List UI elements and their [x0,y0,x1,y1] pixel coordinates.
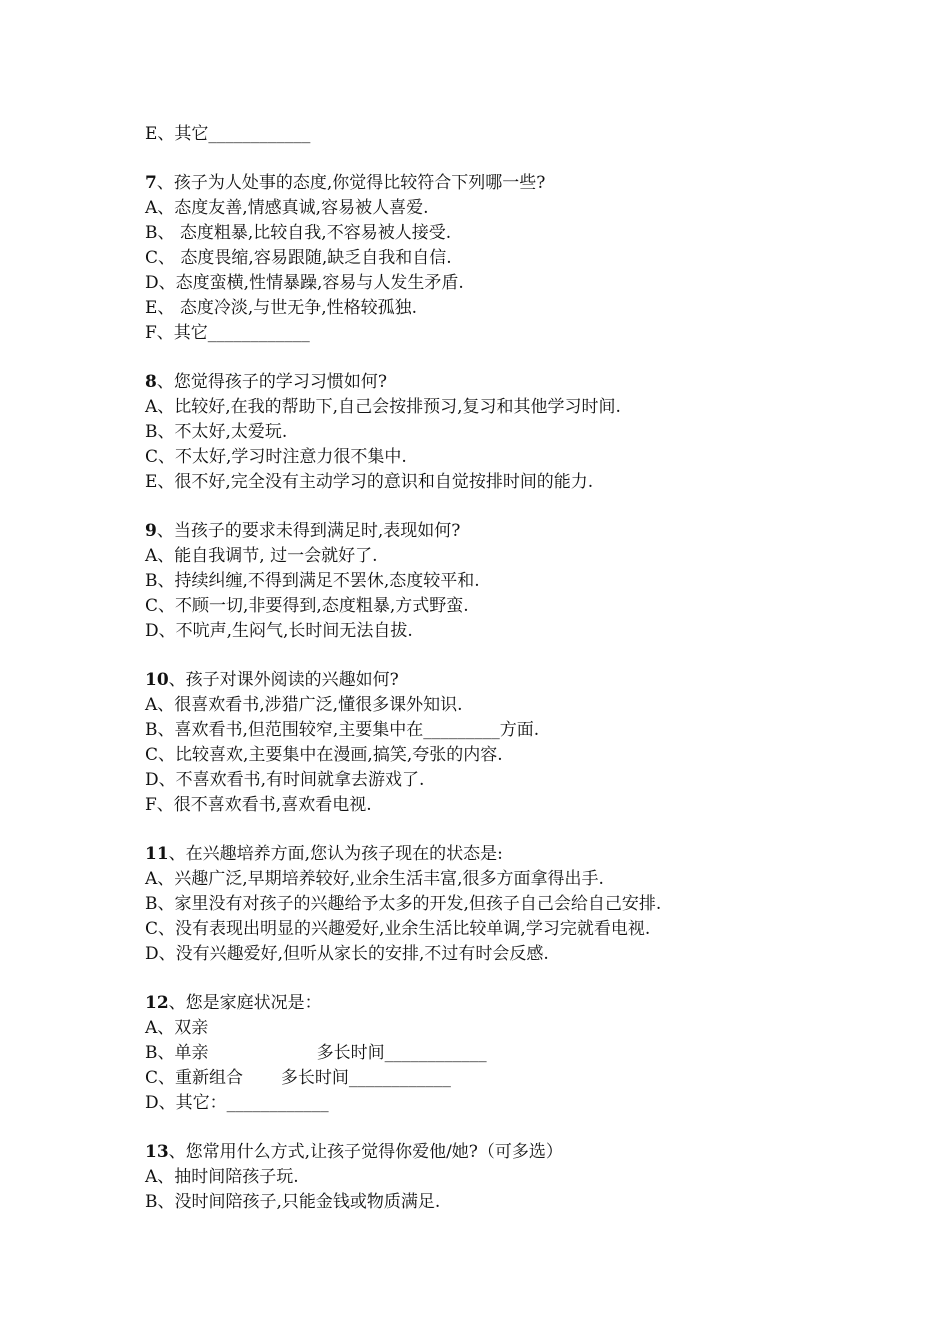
question-title [145,991,865,1016]
question-title [145,171,865,196]
question-text: 、您常用什么方式,让孩子觉得你爱他/她?（可多选） [168,1142,563,1162]
option-line: A、双亲 [145,1018,209,1038]
option-line: A、兴趣广泛,早期培养较好,业余生活丰富,很多方面拿得出手. [145,869,604,889]
option-line: B、单亲 多长时间____________ [145,1043,487,1063]
spacer [145,644,865,668]
option-line: B、不太好,太爱玩. [145,422,288,442]
question-text: 、在兴趣培养方面,您认为孩子现在的状态是: [168,844,503,864]
option-line: B、喜欢看书,但范围较窄,主要集中在_________方面. [145,720,540,740]
option-line: A、很喜欢看书,涉猎广泛,懂很多课外知识. [145,695,463,715]
spacer [145,147,865,171]
option-line: A、态度友善,情感真诚,容易被人喜爱. [145,198,429,218]
option-line: C、重新组合 多长时间____________ [145,1068,451,1088]
question-number: 7 [145,173,157,193]
option-line: B、持续纠缠,不得到满足不罢休,态度较平和. [145,571,480,591]
spacer [145,1116,865,1140]
option-line: E、 态度冷淡,与世无争,性格较孤独. [145,298,418,318]
option-line: D、其它：____________ [145,1093,329,1113]
option-line: C、没有表现出明显的兴趣爱好,业余生活比较单调,学习完就看电视. [145,919,651,939]
option-line: C、 态度畏缩,容易跟随,缺乏自我和自信. [145,248,452,268]
question-block [145,991,865,1116]
question-block [145,519,865,644]
question-block [145,842,865,967]
question-text: 、孩子对课外阅读的兴趣如何? [168,670,399,690]
option-line: C、不太好,学习时注意力很不集中. [145,447,407,467]
spacer [145,346,865,370]
option-line: B、家里没有对孩子的兴趣给予太多的开发,但孩子自己会给自己安排. [145,894,662,914]
question-block [145,171,865,346]
question-number: 9 [145,521,157,541]
option-line: A、能自我调节, 过一会就好了. [145,546,378,566]
question-title [145,842,865,867]
option-line: C、比较喜欢,主要集中在漫画,搞笑,夸张的内容. [145,745,503,765]
question-text: 、当孩子的要求未得到满足时,表现如何? [156,521,461,541]
question-block [145,370,865,495]
option-line: E、很不好,完全没有主动学习的意识和自觉按排时间的能力. [145,472,594,492]
question-block [145,668,865,818]
spacer [145,818,865,842]
question-text: 、您是家庭状况是： [168,993,322,1013]
question-title [145,519,865,544]
question-title [145,370,865,395]
option-line: D、不吭声,生闷气,长时间无法自拔. [145,621,413,641]
option-line: D、不喜欢看书,有时间就拿去游戏了. [145,770,425,790]
question-text: 、您觉得孩子的学习习惯如何? [156,372,387,392]
spacer [145,967,865,991]
option-line: E、其它____________ [145,124,311,144]
option-line: A、抽时间陪孩子玩. [145,1167,299,1187]
question-number: 12 [145,993,169,1013]
option-line: A、比较好,在我的帮助下,自己会按排预习,复习和其他学习时间. [145,397,621,417]
questionnaire-page [145,122,865,1215]
option-line: C、不顾一切,非要得到,态度粗暴,方式野蛮. [145,596,469,616]
question-title [145,1140,865,1165]
option-line: F、其它____________ [145,323,310,343]
question-text: 、孩子为人处事的态度,你觉得比较符合下列哪一些? [156,173,546,193]
option-line: D、没有兴趣爱好,但听从家长的安排,不过有时会反感. [145,944,549,964]
option-line: D、态度蛮横,性情暴躁,容易与人发生矛盾. [145,273,464,293]
question-number: 10 [145,670,169,690]
question-block [145,1140,865,1215]
question-number: 8 [145,372,157,392]
question-number: 13 [145,1142,169,1162]
question-number: 11 [145,844,169,864]
option-line: F、很不喜欢看书,喜欢看电视. [145,795,372,815]
question-title [145,668,865,693]
option-line: B、 态度粗暴,比较自我,不容易被人接受. [145,223,452,243]
spacer [145,495,865,519]
question-list [145,171,865,1215]
option-line: B、没时间陪孩子,只能金钱或物质满足. [145,1192,441,1212]
